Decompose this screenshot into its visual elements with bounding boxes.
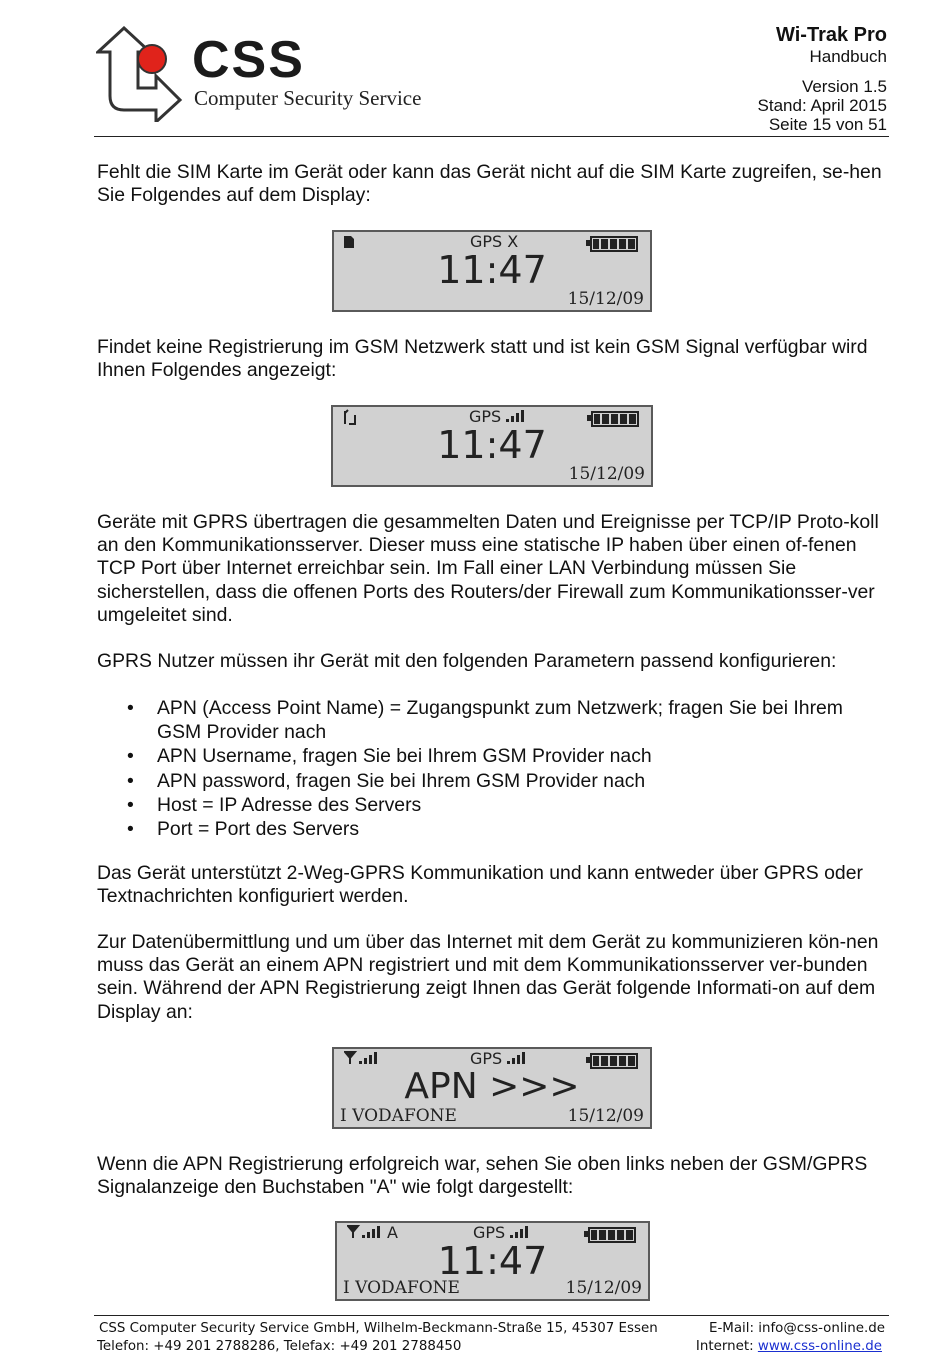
list-item-text: APN password, fragen Sie bei Ihrem GSM Provider nach [157, 769, 646, 792]
logo-red-dot [138, 45, 166, 73]
doc-date: Stand: April 2015 [757, 96, 887, 115]
bullet-icon: • [127, 697, 134, 719]
lcd-operator: I VODAFONE [343, 1278, 460, 1298]
paragraph-no-sim: Fehlt die SIM Karte im Gerät oder kann das Gerät nicht auf die SIM Karte zugreifen, se-hen Sie Folgendes auf dem Display: [97, 161, 882, 207]
doc-subtitle: Handbuch [809, 47, 887, 66]
list-item [125, 769, 885, 793]
logo-wordmark: CSS [192, 31, 305, 89]
bullet-icon: • [127, 793, 134, 816]
list-item-text: APN Username, fragen Sie bei Ihrem GSM Provider nach [157, 745, 652, 768]
logo-subtitle: Computer Security Service [194, 86, 422, 110]
gps-status: GPS X [470, 232, 519, 251]
paragraph-apn-registration: Zur Datenübermittlung und um über das Internet mit dem Gerät zu kommunizieren kön-nen muss das Gerät an einem APN registriert und mit dem Kommunikationsserver ver-bunden sein. Während der APN Registrierung zeigt Ihnen das Gerät folgende Informati-on auf dem Display an: [97, 931, 879, 1023]
gps-label: GPS [470, 1049, 503, 1068]
logo-arrow-icon [98, 28, 180, 122]
list-item-text: Port = Port des Servers [157, 818, 360, 841]
gps-signal-icon [506, 410, 524, 422]
lcd-display-apn-ok [335, 1221, 650, 1301]
footer-internet-label: Internet: [695, 1339, 758, 1354]
paragraph-two-way: Das Gerät unterstützt 2-Weg-GPRS Kommunikation und kann entweder über GPRS oder Textnachrichten konfiguriert werden. [97, 862, 863, 908]
lcd-display-no-gsm [331, 405, 653, 487]
list-item [125, 696, 885, 744]
gps-label: GPS [473, 1223, 506, 1242]
doc-title: Wi-Trak Pro [776, 24, 887, 46]
footer-divider [94, 1315, 889, 1316]
paragraph-gprs-config: GPRS Nutzer müssen ihr Gerät mit den folgenden Parametern passend konfigurieren: [97, 650, 837, 672]
footer-email: E-Mail: info@css-online.de [708, 1321, 885, 1336]
paragraph-gprs-info: Geräte mit GPRS übertragen die gesammelten Daten und Ereignisse per TCP/IP Proto-koll an den Kommunikationsserver. Dieser muss eine statische IP haben über einen of-fenen TCP Port über Internet erreichbar sein. Im Fall einer LAN Verbindung müssen Sie sicherstellen, dass die offenen Ports des Routers/der Firewall zum Kommunikationsser-ver umgeleitet sind. [97, 511, 879, 626]
bullet-icon: • [127, 745, 134, 768]
paragraph-no-gsm: Findet keine Registrierung im GSM Netzwerk statt und ist kein GSM Signal verfügbar wird Ihnen Folgendes angezeigt: [97, 336, 868, 382]
lcd-date: 15/12/09 [568, 464, 645, 484]
doc-version: Version 1.5 [801, 77, 887, 96]
header-divider [94, 136, 889, 137]
bullet-icon: • [127, 769, 134, 792]
lcd-display-no-sim [332, 230, 652, 312]
list-item-text: Host = IP Adresse des Servers [157, 793, 422, 816]
lcd-apn-progress: APN >>> [404, 1066, 580, 1107]
page-number: Seite 15 von 51 [768, 115, 887, 134]
lcd-date: 15/12/09 [567, 289, 644, 309]
gps-signal-icon [510, 1226, 528, 1238]
list-item-text: APN (Access Point Name) = Zugangspunkt zum Netzwerk; fragen Sie bei Ihrem GSM Provider nach [157, 697, 843, 744]
parameter-list [125, 696, 885, 841]
footer-internet [696, 1339, 882, 1354]
bullet-icon: • [127, 818, 134, 841]
footer-company: CSS Computer Security Service GmbH, Wilhelm-Beckmann-Straße 15, 45307 Essen [99, 1321, 658, 1336]
footer-phone: Telefon: +49 201 2788286, Telefax: +49 201 2788450 [97, 1339, 462, 1354]
lcd-operator: I VODAFONE [340, 1106, 457, 1126]
lcd-date: 15/12/09 [565, 1278, 642, 1298]
paragraph-apn-success: Wenn die APN Registrierung erfolgreich war, sehen Sie oben links neben der GSM/GPRS Signalanzeige den Buchstaben "A" wie folgt dargestellt: [97, 1153, 868, 1199]
lcd-date: 15/12/09 [567, 1106, 644, 1126]
gps-signal-icon [507, 1052, 525, 1064]
website-link[interactable]: www.css-online.de [757, 1339, 882, 1354]
list-item [125, 793, 885, 817]
apn-flag: A [387, 1223, 398, 1242]
list-item [125, 817, 885, 841]
lcd-time: 11:47 [437, 1239, 548, 1283]
gps-label: GPS [469, 407, 502, 426]
lcd-display-apn [332, 1047, 652, 1129]
list-item [125, 744, 885, 768]
lcd-time: 11:47 [437, 423, 547, 467]
lcd-time: 11:47 [437, 248, 547, 292]
